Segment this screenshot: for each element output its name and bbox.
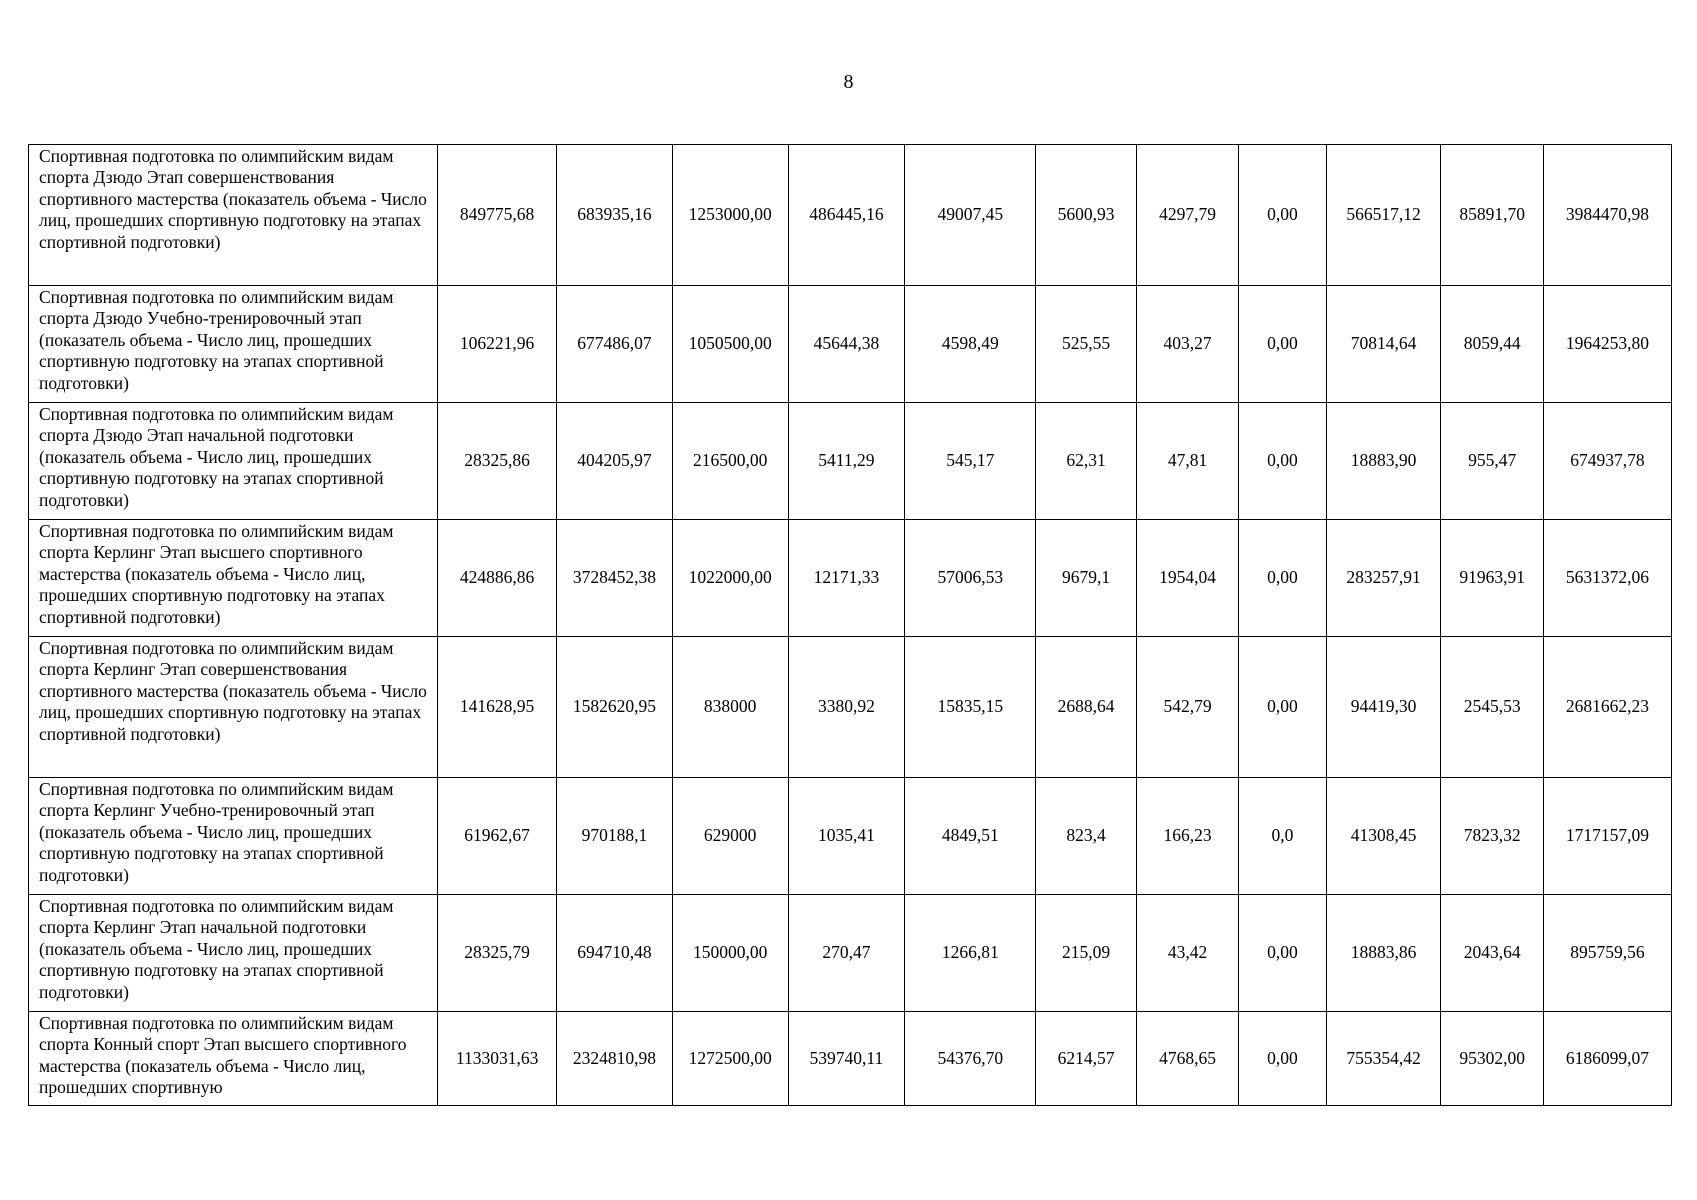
- value-cell: 2681662,23: [1543, 637, 1671, 778]
- value-cell: 5411,29: [788, 403, 905, 520]
- value-cell: 70814,64: [1326, 286, 1441, 403]
- value-cell: 0,00: [1239, 145, 1326, 286]
- value-cell: 1022000,00: [672, 520, 788, 637]
- value-cell: 4598,49: [905, 286, 1036, 403]
- value-cell: 49007,45: [905, 145, 1036, 286]
- value-cell: 4849,51: [905, 778, 1036, 895]
- value-cell: 404205,97: [557, 403, 673, 520]
- row-description: Спортивная подготовка по олимпийским видам спорта Конный спорт Этап высшего спортивного мастерства (показатель объема - Число лиц, прошедших спортивную: [29, 1012, 438, 1106]
- value-cell: 849775,68: [438, 145, 557, 286]
- value-cell: 18883,90: [1326, 403, 1441, 520]
- value-cell: 895759,56: [1543, 895, 1671, 1012]
- value-cell: 0,00: [1239, 403, 1326, 520]
- value-cell: 57006,53: [905, 520, 1036, 637]
- value-cell: 1954,04: [1136, 520, 1239, 637]
- table-row: [29, 895, 1672, 1012]
- table-row: [29, 286, 1672, 403]
- table-row: [29, 403, 1672, 520]
- value-cell: 4768,65: [1136, 1012, 1239, 1106]
- value-cell: 216500,00: [672, 403, 788, 520]
- value-cell: 41308,45: [1326, 778, 1441, 895]
- row-description: Спортивная подготовка по олимпийским видам спорта Дзюдо Этап совершенствования спортивного мастерства (показатель объема - Число лиц, прошедших спортивную подготовку на этапах спортивной подготовки): [29, 145, 438, 286]
- value-cell: 94419,30: [1326, 637, 1441, 778]
- value-cell: 1133031,63: [438, 1012, 557, 1106]
- value-cell: 3984470,98: [1543, 145, 1671, 286]
- value-cell: 7823,32: [1441, 778, 1544, 895]
- value-cell: 542,79: [1136, 637, 1239, 778]
- value-cell: 674937,78: [1543, 403, 1671, 520]
- value-cell: 424886,86: [438, 520, 557, 637]
- value-cell: 1035,41: [788, 778, 905, 895]
- value-cell: 47,81: [1136, 403, 1239, 520]
- value-cell: 28325,86: [438, 403, 557, 520]
- value-cell: 2688,64: [1036, 637, 1137, 778]
- value-cell: 8059,44: [1441, 286, 1544, 403]
- value-cell: 755354,42: [1326, 1012, 1441, 1106]
- value-cell: 539740,11: [788, 1012, 905, 1106]
- value-cell: 1717157,09: [1543, 778, 1671, 895]
- value-cell: 18883,86: [1326, 895, 1441, 1012]
- value-cell: 270,47: [788, 895, 905, 1012]
- page-number: 8: [843, 71, 854, 93]
- value-cell: 95302,00: [1441, 1012, 1544, 1106]
- value-cell: 2545,53: [1441, 637, 1544, 778]
- value-cell: 0,00: [1239, 520, 1326, 637]
- value-cell: 3380,92: [788, 637, 905, 778]
- value-cell: 4297,79: [1136, 145, 1239, 286]
- value-cell: 5600,93: [1036, 145, 1137, 286]
- value-cell: 1272500,00: [672, 1012, 788, 1106]
- row-description: Спортивная подготовка по олимпийским видам спорта Керлинг Этап начальной подготовки (показатель объема - Число лиц, прошедших спортивную подготовку на этапах спортивной подготовки): [29, 895, 438, 1012]
- value-cell: 1964253,80: [1543, 286, 1671, 403]
- value-cell: 106221,96: [438, 286, 557, 403]
- row-description: Спортивная подготовка по олимпийским видам спорта Дзюдо Этап начальной подготовки (показатель объема - Число лиц, прошедших спортивную подготовку на этапах спортивной подготовки): [29, 403, 438, 520]
- table-row: [29, 145, 1672, 286]
- value-cell: 0,0: [1239, 778, 1326, 895]
- table-row: [29, 778, 1672, 895]
- row-description: Спортивная подготовка по олимпийским видам спорта Керлинг Учебно-тренировочный этап (показатель объема - Число лиц, прошедших спортивную подготовку на этапах спортивной подготовки): [29, 778, 438, 895]
- value-cell: 166,23: [1136, 778, 1239, 895]
- value-cell: 3728452,38: [557, 520, 673, 637]
- value-cell: 683935,16: [557, 145, 673, 286]
- value-cell: 61962,67: [438, 778, 557, 895]
- value-cell: 1266,81: [905, 895, 1036, 1012]
- value-cell: 1253000,00: [672, 145, 788, 286]
- value-cell: 45644,38: [788, 286, 905, 403]
- value-cell: 62,31: [1036, 403, 1137, 520]
- value-cell: 15835,15: [905, 637, 1036, 778]
- row-description: Спортивная подготовка по олимпийским видам спорта Дзюдо Учебно-тренировочный этап (показатель объема - Число лиц, прошедших спортивную подготовку на этапах спортивной подготовки): [29, 286, 438, 403]
- value-cell: 150000,00: [672, 895, 788, 1012]
- value-cell: 823,4: [1036, 778, 1137, 895]
- budget-table: [28, 144, 1672, 1106]
- value-cell: 85891,70: [1441, 145, 1544, 286]
- value-cell: 566517,12: [1326, 145, 1441, 286]
- value-cell: 0,00: [1239, 895, 1326, 1012]
- table-row: [29, 1012, 1672, 1106]
- value-cell: 6186099,07: [1543, 1012, 1671, 1106]
- value-cell: 1050500,00: [672, 286, 788, 403]
- value-cell: 486445,16: [788, 145, 905, 286]
- value-cell: 0,00: [1239, 1012, 1326, 1106]
- value-cell: 525,55: [1036, 286, 1137, 403]
- value-cell: 91963,91: [1441, 520, 1544, 637]
- value-cell: 0,00: [1239, 286, 1326, 403]
- value-cell: 6214,57: [1036, 1012, 1137, 1106]
- value-cell: 677486,07: [557, 286, 673, 403]
- row-description: Спортивная подготовка по олимпийским видам спорта Керлинг Этап совершенствования спортивного мастерства (показатель объема - Число лиц, прошедших спортивную подготовку на этапах спортивной подготовки): [29, 637, 438, 778]
- table-row: [29, 520, 1672, 637]
- value-cell: 955,47: [1441, 403, 1544, 520]
- value-cell: 970188,1: [557, 778, 673, 895]
- value-cell: 12171,33: [788, 520, 905, 637]
- value-cell: 2324810,98: [557, 1012, 673, 1106]
- value-cell: 403,27: [1136, 286, 1239, 403]
- value-cell: 9679,1: [1036, 520, 1137, 637]
- value-cell: 694710,48: [557, 895, 673, 1012]
- value-cell: 2043,64: [1441, 895, 1544, 1012]
- value-cell: 838000: [672, 637, 788, 778]
- value-cell: 5631372,06: [1543, 520, 1671, 637]
- value-cell: 0,00: [1239, 637, 1326, 778]
- value-cell: 629000: [672, 778, 788, 895]
- value-cell: 1582620,95: [557, 637, 673, 778]
- value-cell: 141628,95: [438, 637, 557, 778]
- value-cell: 54376,70: [905, 1012, 1036, 1106]
- table-row: [29, 637, 1672, 778]
- value-cell: 545,17: [905, 403, 1036, 520]
- value-cell: 283257,91: [1326, 520, 1441, 637]
- value-cell: 28325,79: [438, 895, 557, 1012]
- row-description: Спортивная подготовка по олимпийским видам спорта Керлинг Этап высшего спортивного мастерства (показатель объема - Число лиц, прошедших спортивную подготовку на этапах спортивной подготовки): [29, 520, 438, 637]
- value-cell: 43,42: [1136, 895, 1239, 1012]
- value-cell: 215,09: [1036, 895, 1137, 1012]
